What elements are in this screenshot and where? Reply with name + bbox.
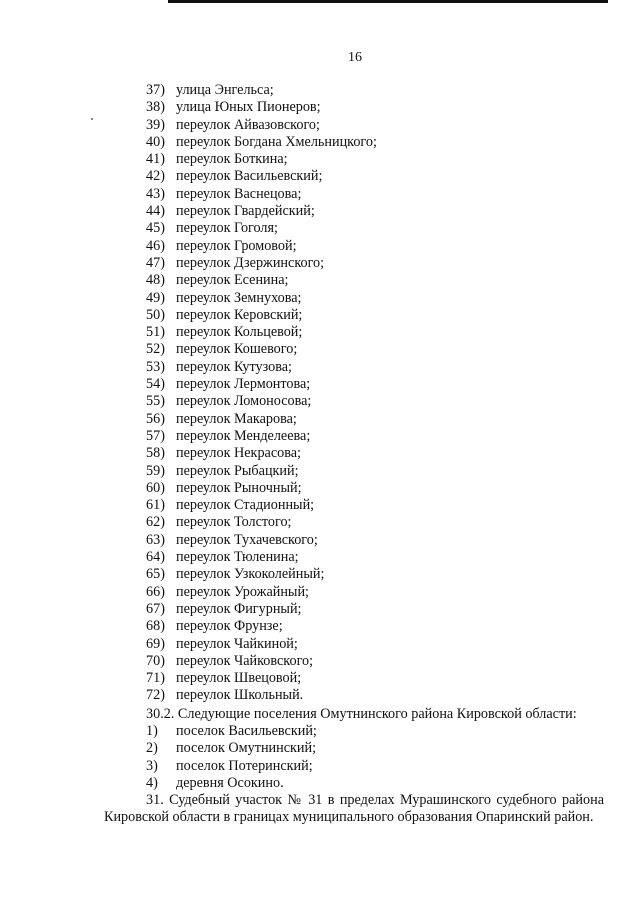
section-31-paragraph: 31. Судебный участок № 31 в пределах Мурашинского судебного района Кировской области в границах муниципального образования Опаринский район. [104, 792, 604, 826]
item-text: переулок Васнецова; [176, 185, 302, 202]
list-item [146, 134, 377, 151]
list-item [146, 238, 377, 255]
item-text: переулок Менделеева; [176, 427, 311, 444]
list-item [146, 723, 317, 740]
item-number: 54) [146, 376, 165, 393]
list-item [146, 480, 377, 497]
list-item [146, 341, 377, 358]
item-number: 62) [146, 514, 165, 531]
top-rule [168, 0, 608, 3]
list-item [146, 445, 377, 462]
item-text: переулок Швецовой; [176, 670, 302, 687]
list-item [146, 740, 317, 757]
item-number: 45) [146, 220, 165, 237]
item-text: переулок Урожайный; [176, 583, 309, 600]
item-number: 37) [146, 82, 165, 98]
list-item [146, 151, 377, 168]
item-number: 61) [146, 497, 165, 514]
item-text: переулок Тюленина; [176, 549, 299, 566]
list-item [146, 290, 377, 307]
item-number: 50) [146, 306, 165, 323]
item-text: переулок Макарова; [176, 410, 297, 427]
list-item [146, 376, 377, 393]
item-number: 55) [146, 393, 165, 410]
item-text: переулок Васильевский; [176, 168, 323, 185]
list-item [146, 411, 377, 428]
item-text: переулок Тухачевского; [176, 531, 318, 548]
list-item [146, 324, 377, 341]
item-text: деревня Осокино. [176, 774, 284, 791]
list-item [146, 497, 377, 514]
item-text: переулок Кольцевой; [176, 324, 303, 341]
list-item [146, 82, 377, 99]
item-text: переулок Громовой; [176, 237, 297, 254]
list-item [146, 566, 377, 583]
item-number: 64) [146, 549, 165, 566]
item-text: переулок Чайковского; [176, 652, 314, 669]
list-item [146, 186, 377, 203]
item-number: 49) [146, 289, 165, 306]
item-text: переулок Керовский; [176, 306, 303, 323]
item-text: поселок Потеринский; [176, 757, 313, 774]
list-item [146, 168, 377, 185]
item-number: 60) [146, 479, 165, 496]
item-text: переулок Земнухова; [176, 289, 302, 306]
item-number: 43) [146, 185, 165, 202]
item-number: 52) [146, 341, 165, 358]
item-number: 58) [146, 445, 165, 462]
list-item [146, 653, 377, 670]
list-item [146, 601, 377, 618]
item-text: переулок Фрунзе; [176, 618, 283, 635]
item-number: 46) [146, 237, 165, 254]
item-number: 71) [146, 670, 165, 687]
item-text: переулок Богдана Хмельницкого; [176, 133, 377, 150]
item-number: 51) [146, 324, 165, 341]
item-text: переулок Кошевого; [176, 341, 298, 358]
item-number: 47) [146, 254, 165, 271]
item-number: 53) [146, 358, 165, 375]
item-number: 57) [146, 427, 165, 444]
item-text: переулок Чайкиной; [176, 635, 298, 652]
item-text: переулок Есенина; [176, 272, 289, 289]
item-number: 66) [146, 583, 165, 600]
item-text: переулок Гвардейский; [176, 203, 315, 220]
list-item [146, 393, 377, 410]
item-number: 68) [146, 618, 165, 635]
list-item [146, 272, 377, 289]
item-number: 38) [146, 99, 165, 116]
item-number: 44) [146, 203, 165, 220]
item-number: 63) [146, 531, 165, 548]
item-number: 56) [146, 410, 165, 427]
page-number: 16 [348, 50, 362, 65]
item-text: переулок Стадионный; [176, 497, 315, 514]
item-number: 65) [146, 566, 165, 583]
item-text: переулок Боткина; [176, 151, 288, 168]
list-item [146, 532, 377, 549]
item-text: переулок Школьный. [176, 687, 304, 704]
list-item [146, 687, 377, 704]
list-item [146, 307, 377, 324]
item-number: 4) [146, 774, 158, 791]
item-text: поселок Омутнинский; [176, 740, 317, 757]
item-number: 1) [146, 723, 158, 739]
item-text: переулок Рыбацкий; [176, 462, 299, 479]
list-item [146, 636, 377, 653]
list-item [146, 549, 377, 566]
list-item [146, 514, 377, 531]
section-30-2-heading: 30.2. Следующие поселения Омутнинского района Кировской области: [146, 706, 577, 722]
item-number: 72) [146, 687, 165, 704]
item-text: улица Энгельса; [176, 82, 274, 98]
item-text: переулок Кутузова; [176, 358, 292, 375]
item-text: переулок Гоголя; [176, 220, 278, 237]
item-text: переулок Некрасова; [176, 445, 301, 462]
item-number: 2) [146, 740, 158, 757]
item-number: 40) [146, 133, 165, 150]
list-item [146, 428, 377, 445]
item-number: 59) [146, 462, 165, 479]
item-number: 42) [146, 168, 165, 185]
item-number: 41) [146, 151, 165, 168]
item-text: улица Юных Пионеров; [176, 99, 321, 116]
item-text: поселок Васильевский; [176, 723, 317, 739]
list-item [146, 99, 377, 116]
item-text: переулок Толстого; [176, 514, 292, 531]
list-item [146, 758, 317, 775]
item-text: переулок Айвазовского; [176, 116, 320, 133]
scan-speck [91, 118, 93, 120]
item-text: переулок Рыночный; [176, 479, 302, 496]
list-item [146, 670, 377, 687]
item-number: 69) [146, 635, 165, 652]
list-item [146, 117, 377, 134]
list-item [146, 220, 377, 237]
item-text: переулок Узкоколейный; [176, 566, 325, 583]
list-item [146, 359, 377, 376]
list-item [146, 203, 377, 220]
list-item [146, 618, 377, 635]
streets-list [146, 82, 377, 705]
item-text: переулок Дзержинского; [176, 254, 325, 271]
item-number: 48) [146, 272, 165, 289]
list-item [146, 255, 377, 272]
list-item [146, 775, 317, 792]
item-number: 3) [146, 757, 158, 774]
list-item [146, 584, 377, 601]
item-text: переулок Ломоносова; [176, 393, 312, 410]
item-text: переулок Лермонтова; [176, 376, 311, 393]
item-text: переулок Фигурный; [176, 600, 302, 617]
item-number: 67) [146, 600, 165, 617]
settlements-list [146, 723, 317, 792]
item-number: 39) [146, 116, 165, 133]
list-item [146, 463, 377, 480]
item-number: 70) [146, 652, 165, 669]
